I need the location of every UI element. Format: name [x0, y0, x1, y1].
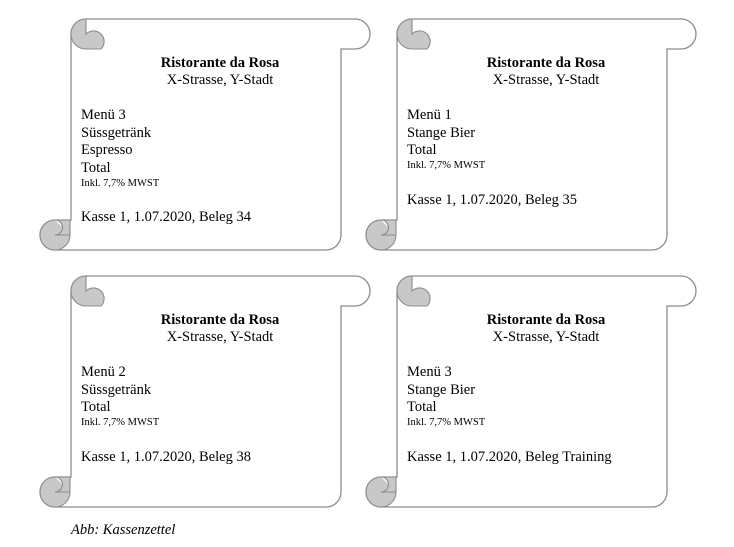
item-line: Menü 2 [81, 364, 126, 380]
receipt-4 [366, 274, 700, 509]
vat-note: Inkl. 7,7% MWST [81, 178, 160, 189]
restaurant-address: X-Strasse, Y-Stadt [492, 329, 600, 345]
item-list [81, 107, 151, 177]
item-line: Total [81, 159, 111, 176]
receipt-footer: Kasse 1, 1.07.2020, Beleg 34 [81, 209, 251, 225]
restaurant-address: X-Strasse, Y-Stadt [492, 72, 600, 88]
vat-note: Inkl. 7,7% MWST [81, 417, 160, 428]
item-list [407, 364, 475, 417]
restaurant-address: X-Strasse, Y-Stadt [166, 329, 274, 345]
figure-caption: Abb: Kassenzettel [71, 522, 176, 538]
item-line: Süssgetränk [81, 381, 152, 398]
item-line: Total [407, 399, 437, 415]
receipt-footer: Kasse 1, 1.07.2020, Beleg 35 [407, 192, 577, 208]
restaurant-name: Ristorante da Rosa [486, 312, 606, 328]
receipt-footer: Kasse 1, 1.07.2020, Beleg 38 [81, 449, 251, 465]
receipt-footer: Kasse 1, 1.07.2020, Beleg Training [407, 449, 612, 465]
restaurant-name: Ristorante da Rosa [486, 55, 606, 71]
item-list [407, 107, 475, 160]
item-line: Stange Bier [407, 381, 476, 398]
item-line: Süssgetränk [81, 124, 152, 141]
item-list [81, 364, 151, 417]
receipt-3 [40, 274, 374, 509]
item-line: Menü 1 [407, 107, 452, 123]
item-line: Total [407, 142, 437, 158]
item-line: Total [81, 399, 111, 415]
receipt-1 [40, 17, 374, 252]
item-line: Menü 3 [81, 107, 126, 123]
item-line: Menü 3 [407, 364, 452, 380]
item-line: Stange Bier [407, 124, 476, 141]
item-line: Espresso [81, 142, 133, 158]
restaurant-name: Ristorante da Rosa [160, 55, 280, 71]
restaurant-name: Ristorante da Rosa [160, 312, 280, 328]
restaurant-address: X-Strasse, Y-Stadt [166, 72, 274, 88]
receipt-2 [366, 17, 700, 252]
vat-note: Inkl. 7,7% MWST [407, 160, 486, 171]
vat-note: Inkl. 7,7% MWST [407, 417, 486, 428]
